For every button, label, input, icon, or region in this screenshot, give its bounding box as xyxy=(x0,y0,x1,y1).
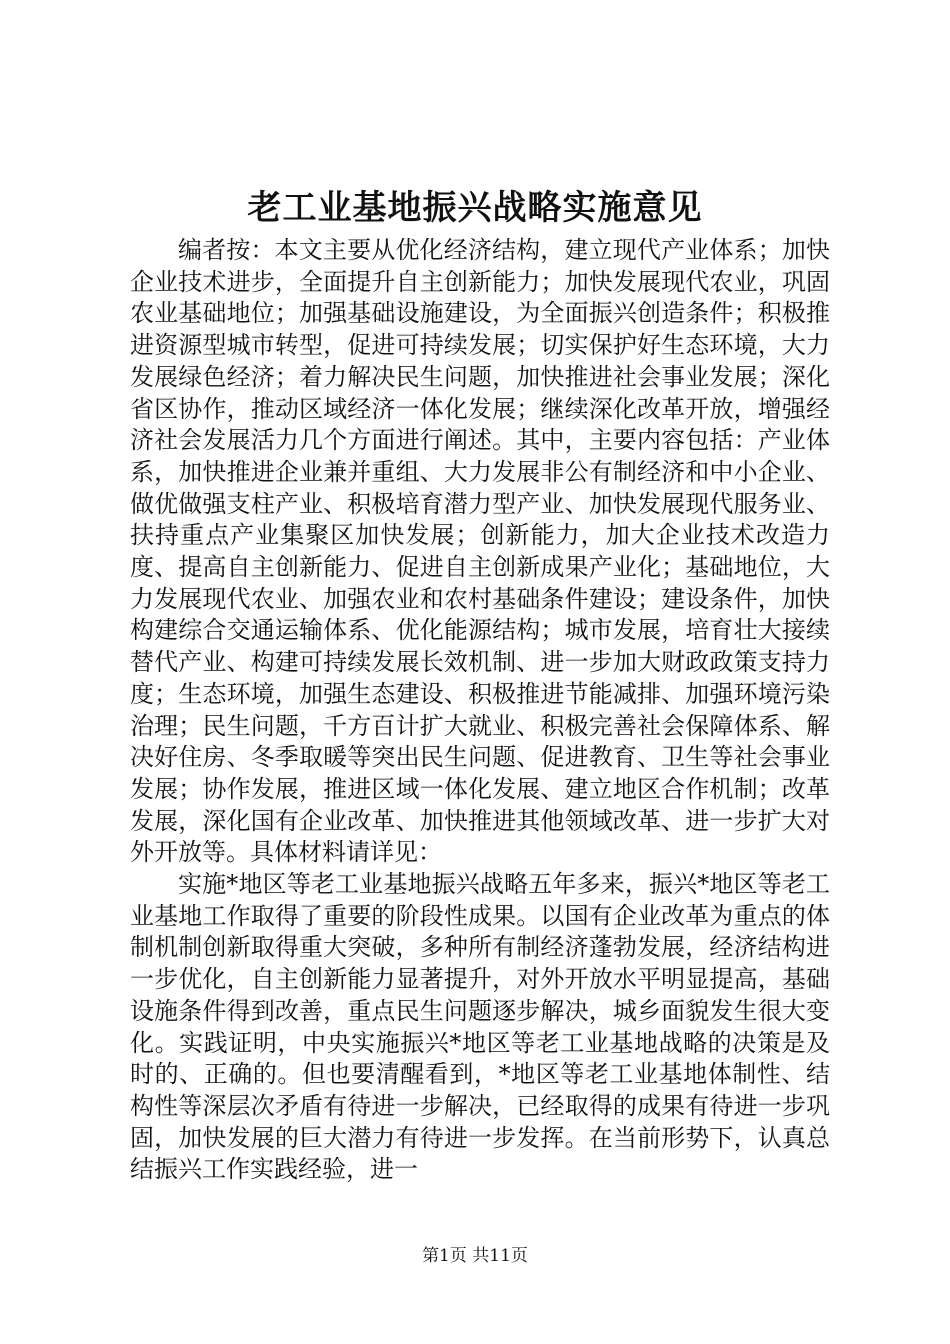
document-body xyxy=(130,235,830,1186)
page-number-footer: 第1页 共11页 xyxy=(422,1246,528,1266)
body-paragraph: 实施*地区等老工业基地振兴战略五年多来，振兴*地区等老工业基地工作取得了重要的阶段性成果。以国有企业改革为重点的体制机制创新取得重大突破，多种所有制经济蓬勃发展，经济结构进一步优化，自主创新能力显著提升，对外开放水平明显提高，基础设施条件得到改善，重点民生问题逐步解决，城乡面貌发生很大变化。实践证明，中央实施振兴*地区等老工业基地战略的决策是及时的、正确的。但也要清醒看到，*地区等老工业基地体制性、结构性等深层次矛盾有待进一步解决，已经取得的成果有待进一步巩固，加快发展的巨大潜力有待进一步发挥。在当前形势下，认真总结振兴工作实践经验，进一 xyxy=(130,870,830,1184)
editor-note-paragraph: 编者按：本文主要从优化经济结构，建立现代产业体系；加快企业技术进步，全面提升自主创新能力；加快发展现代农业，巩固农业基础地位；加强基础设施建设，为全面振兴创造条件；积极推进资源型城市转型，促进可持续发展；切实保护好生态环境，大力发展绿色经济；着力解决民生问题，加快推进社会事业发展；深化省区协作，推动区域经济一体化发展；继续深化改革开放，增强经济社会发展活力几个方面进行阐述。其中，主要内容包括：产业体系，加快推进企业兼并重组、大力发展非公有制经济和中小企业、做优做强支柱产业、积极培育潜力型产业、加快发展现代服务业、扶持重点产业集聚区加快发展；创新能力，加大企业技术改造力度、提高自主创新能力、促进自主创新成果产业化；基础地位，大力发展现代农业、加强农业和农村基础条件建设；建设条件，加快构建综合交通运输体系、优化能源结构；城市发展，培育壮大接续替代产业、构建可持续发展长效机制、进一步加大财政政策支持力度；生态环境，加强生态建设、积极推进节能减排、加强环境污染治理；民生问题，千方百计扩大就业、积极完善社会保障体系、解决好住房、冬季取暖等突出民生问题、促进教育、卫生等社会事业发展；协作发展，推进区域一体化发展、建立地区合作机制；改革发展，深化国有企业改革、加快推进其他领域改革、进一步扩大对外开放等。具体材料请详见： xyxy=(130,236,830,867)
document-title: 老工业基地振兴战略实施意见 xyxy=(247,188,703,228)
